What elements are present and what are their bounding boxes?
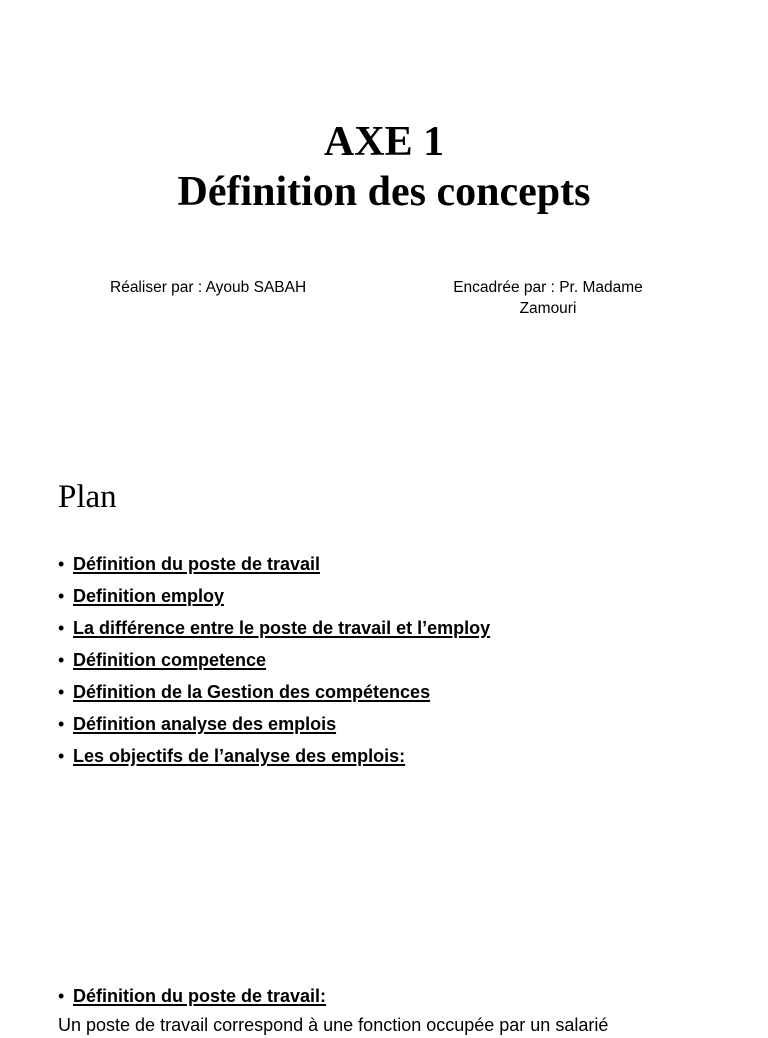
bullet-icon: • (58, 586, 65, 606)
slide-title-line2: Définition des concepts (177, 169, 591, 215)
author-credit (110, 277, 306, 298)
bullet-icon: • (58, 714, 65, 734)
bullet-icon: • (58, 618, 65, 638)
plan-link-competence[interactable]: Définition competence (73, 650, 267, 670)
plan-list-item (58, 580, 490, 612)
plan-link-objectifs-analyse[interactable]: Les objectifs de l’analyse des emplois: (73, 746, 406, 766)
plan-list (58, 548, 490, 772)
slide-title-line1: AXE 1 (323, 119, 445, 165)
plan-heading: Plan (58, 479, 117, 515)
plan-list-item (58, 548, 490, 580)
plan-list-item (58, 612, 490, 644)
bullet-icon: • (58, 746, 65, 766)
bullet-icon: • (58, 986, 65, 1006)
bullet-icon: • (58, 650, 65, 670)
supervisor-credit (430, 277, 666, 319)
plan-list-item (58, 740, 490, 772)
section-heading-link[interactable]: Définition du poste de travail: (73, 986, 327, 1006)
plan-link-poste-de-travail[interactable]: Définition du poste de travail (73, 554, 321, 574)
plan-link-employ[interactable]: Definition employ (73, 586, 225, 606)
plan-link-difference[interactable]: La différence entre le poste de travail et l’employ (73, 618, 491, 638)
supervisor-line2: Zamouri (519, 300, 577, 317)
plan-list-item (58, 676, 490, 708)
supervisor-line1: Encadrée par : Pr. Madame (453, 279, 643, 296)
section-body-text: Un poste de travail correspond à une fonction occupée par un salarié (58, 1015, 609, 1035)
bullet-icon: • (58, 682, 65, 702)
plan-list-item (58, 708, 490, 740)
plan-link-analyse-emplois[interactable]: Définition analyse des emplois (73, 714, 337, 734)
plan-link-gestion-competences[interactable]: Définition de la Gestion des compétences (73, 682, 431, 702)
section-heading-item (58, 980, 326, 1012)
bullet-icon: • (58, 554, 65, 574)
author-label: Réaliser par : Ayoub SABAH (110, 279, 307, 296)
plan-list-item (58, 644, 490, 676)
